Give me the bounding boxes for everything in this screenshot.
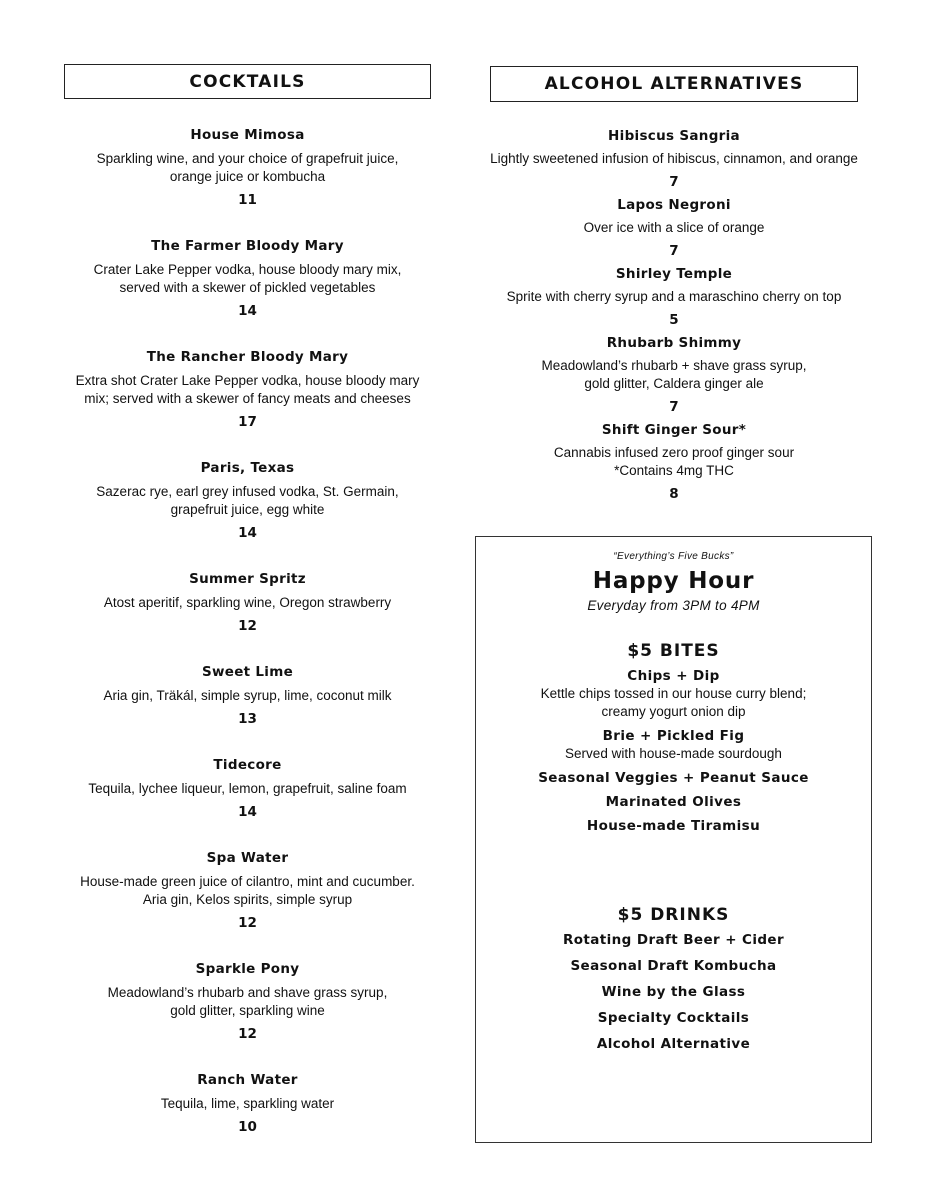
item-price: 8 bbox=[669, 486, 679, 502]
drink-item bbox=[476, 1035, 871, 1053]
happy-hour-title: Happy Hour bbox=[592, 568, 755, 594]
item-description bbox=[474, 150, 874, 168]
item-description bbox=[64, 261, 431, 297]
item-name: Lapos Negroni bbox=[617, 197, 731, 213]
item-name: Ranch Water bbox=[197, 1072, 298, 1088]
item-name: Spa Water bbox=[206, 850, 289, 866]
description-line: mix; served with a skewer of fancy meats and cheeses bbox=[84, 391, 411, 406]
item-description bbox=[476, 685, 871, 721]
description-line: Over ice with a slice of orange bbox=[583, 220, 765, 235]
menu-item bbox=[64, 663, 431, 756]
bites-list bbox=[476, 667, 871, 835]
item-description bbox=[474, 288, 874, 306]
menu-item bbox=[64, 1071, 431, 1164]
description-line: orange juice or kombucha bbox=[169, 169, 326, 184]
item-name: Shirley Temple bbox=[615, 266, 733, 282]
description-line: Sparkling wine, and your choice of grapefruit juice, bbox=[96, 151, 399, 166]
item-name: Tidecore bbox=[213, 757, 282, 773]
item-name: Paris, Texas bbox=[200, 460, 295, 476]
alternatives-header: ALCOHOL ALTERNATIVES bbox=[490, 66, 858, 102]
item-description bbox=[476, 745, 871, 763]
item-price: 7 bbox=[669, 174, 679, 190]
item-name: Rhubarb Shimmy bbox=[606, 335, 742, 351]
menu-item bbox=[64, 570, 431, 663]
menu-item bbox=[474, 265, 874, 329]
happy-hour-hours: Everyday from 3PM to 4PM bbox=[587, 598, 760, 613]
menu-item bbox=[64, 960, 431, 1071]
description-line: Atost aperitif, sparkling wine, Oregon strawberry bbox=[103, 595, 392, 610]
description-line: *Contains 4mg THC bbox=[614, 463, 734, 478]
item-name: Sparkle Pony bbox=[195, 961, 300, 977]
description-line: creamy yogurt onion dip bbox=[601, 704, 746, 719]
menu-item bbox=[64, 348, 431, 459]
item-price: 10 bbox=[238, 1119, 257, 1135]
drinks-list bbox=[476, 931, 871, 1053]
description-line: grapefruit juice, egg white bbox=[170, 502, 325, 517]
bite-item bbox=[476, 769, 871, 787]
item-description bbox=[64, 687, 431, 705]
item-description bbox=[64, 873, 431, 909]
item-name: Hibiscus Sangria bbox=[608, 128, 740, 144]
item-name: Seasonal Veggies + Peanut Sauce bbox=[538, 770, 809, 786]
item-price: 12 bbox=[238, 915, 257, 931]
alternatives-column bbox=[490, 66, 858, 508]
description-line: Sprite with cherry syrup and a maraschino cherry on top bbox=[506, 289, 842, 304]
item-price: 14 bbox=[238, 804, 257, 820]
menu-item bbox=[474, 334, 874, 416]
item-name: Brie + Pickled Fig bbox=[602, 728, 745, 744]
bite-item bbox=[476, 727, 871, 763]
item-name: Summer Spritz bbox=[189, 571, 306, 587]
menu-item bbox=[474, 421, 874, 503]
description-line: Tequila, lychee liqueur, lemon, grapefruit, saline foam bbox=[88, 781, 407, 796]
item-price: 12 bbox=[238, 1026, 257, 1042]
item-name: Seasonal Draft Kombucha bbox=[570, 958, 777, 974]
description-line: Aria gin, Kelos spirits, simple syrup bbox=[142, 892, 353, 907]
description-line: Sazerac rye, earl grey infused vodka, St. Germain, bbox=[96, 484, 399, 499]
description-line: Lightly sweetened infusion of hibiscus, cinnamon, and orange bbox=[490, 151, 858, 166]
description-line: Aria gin, Träkál, simple syrup, lime, coconut milk bbox=[103, 688, 392, 703]
item-name: Rotating Draft Beer + Cider bbox=[562, 932, 785, 948]
description-line: House-made green juice of cilantro, mint and cucumber. bbox=[80, 874, 415, 889]
happy-hour-tagline: “Everything’s Five Bucks” bbox=[613, 551, 734, 562]
menu-item bbox=[474, 196, 874, 260]
description-line: Cannabis infused zero proof ginger sour bbox=[553, 445, 795, 460]
drink-item bbox=[476, 931, 871, 949]
item-description bbox=[474, 444, 874, 480]
item-price: 5 bbox=[669, 312, 679, 328]
item-price: 7 bbox=[669, 243, 679, 259]
item-description bbox=[474, 219, 874, 237]
drinks-header: $5 DRINKS bbox=[617, 905, 730, 925]
item-description bbox=[64, 1095, 431, 1113]
item-description bbox=[64, 594, 431, 612]
description-line: gold glitter, Caldera ginger ale bbox=[584, 376, 764, 391]
description-line: Tequila, lime, sparkling water bbox=[160, 1096, 335, 1111]
item-price: 12 bbox=[238, 618, 257, 634]
item-price: 13 bbox=[238, 711, 257, 727]
item-name: Sweet Lime bbox=[201, 664, 294, 680]
item-name: The Rancher Bloody Mary bbox=[146, 349, 349, 365]
bites-header: $5 BITES bbox=[627, 641, 720, 661]
menu-item bbox=[474, 127, 874, 191]
item-price: 14 bbox=[238, 303, 257, 319]
item-name: Shift Ginger Sour* bbox=[601, 422, 747, 438]
item-description bbox=[474, 357, 874, 393]
item-description bbox=[64, 780, 431, 798]
cocktails-column bbox=[64, 64, 431, 1164]
item-name: Specialty Cocktails bbox=[597, 1010, 750, 1026]
item-name: The Farmer Bloody Mary bbox=[151, 238, 344, 254]
item-name: Wine by the Glass bbox=[601, 984, 746, 1000]
item-name: Marinated Olives bbox=[605, 794, 742, 810]
description-line: Kettle chips tossed in our house curry blend; bbox=[540, 686, 807, 701]
menu-item bbox=[64, 756, 431, 849]
bite-item bbox=[476, 817, 871, 835]
description-line: served with a skewer of pickled vegetables bbox=[119, 280, 376, 295]
item-name: Alcohol Alternative bbox=[596, 1036, 751, 1052]
alternatives-list bbox=[474, 127, 874, 503]
menu-item bbox=[64, 237, 431, 348]
bite-item bbox=[476, 667, 871, 721]
menu-item bbox=[64, 849, 431, 960]
item-price: 7 bbox=[669, 399, 679, 415]
item-description bbox=[64, 984, 431, 1020]
drink-item bbox=[476, 957, 871, 975]
item-description bbox=[64, 483, 431, 519]
menu-item bbox=[64, 459, 431, 570]
drink-item bbox=[476, 983, 871, 1001]
item-description bbox=[64, 150, 431, 186]
item-price: 17 bbox=[238, 414, 257, 430]
description-line: Extra shot Crater Lake Pepper vodka, house bloody mary bbox=[75, 373, 420, 388]
happy-hour-box bbox=[475, 536, 872, 1143]
cocktails-header: COCKTAILS bbox=[64, 64, 431, 99]
description-line: Crater Lake Pepper vodka, house bloody mary mix, bbox=[93, 262, 402, 277]
item-description bbox=[64, 372, 431, 408]
description-line: gold glitter, sparkling wine bbox=[170, 1003, 325, 1018]
item-name: House-made Tiramisu bbox=[586, 818, 761, 834]
item-price: 14 bbox=[238, 525, 257, 541]
description-line: Served with house-made sourdough bbox=[565, 746, 782, 761]
item-name: Chips + Dip bbox=[627, 668, 720, 684]
item-name: House Mimosa bbox=[190, 127, 305, 143]
description-line: Meadowland’s rhubarb and shave grass syrup, bbox=[107, 985, 388, 1000]
bite-item bbox=[476, 793, 871, 811]
cocktails-list bbox=[64, 126, 431, 1164]
description-line: Meadowland’s rhubarb + shave grass syrup, bbox=[541, 358, 807, 373]
menu-item bbox=[64, 126, 431, 237]
drink-item bbox=[476, 1009, 871, 1027]
item-price: 11 bbox=[238, 192, 257, 208]
